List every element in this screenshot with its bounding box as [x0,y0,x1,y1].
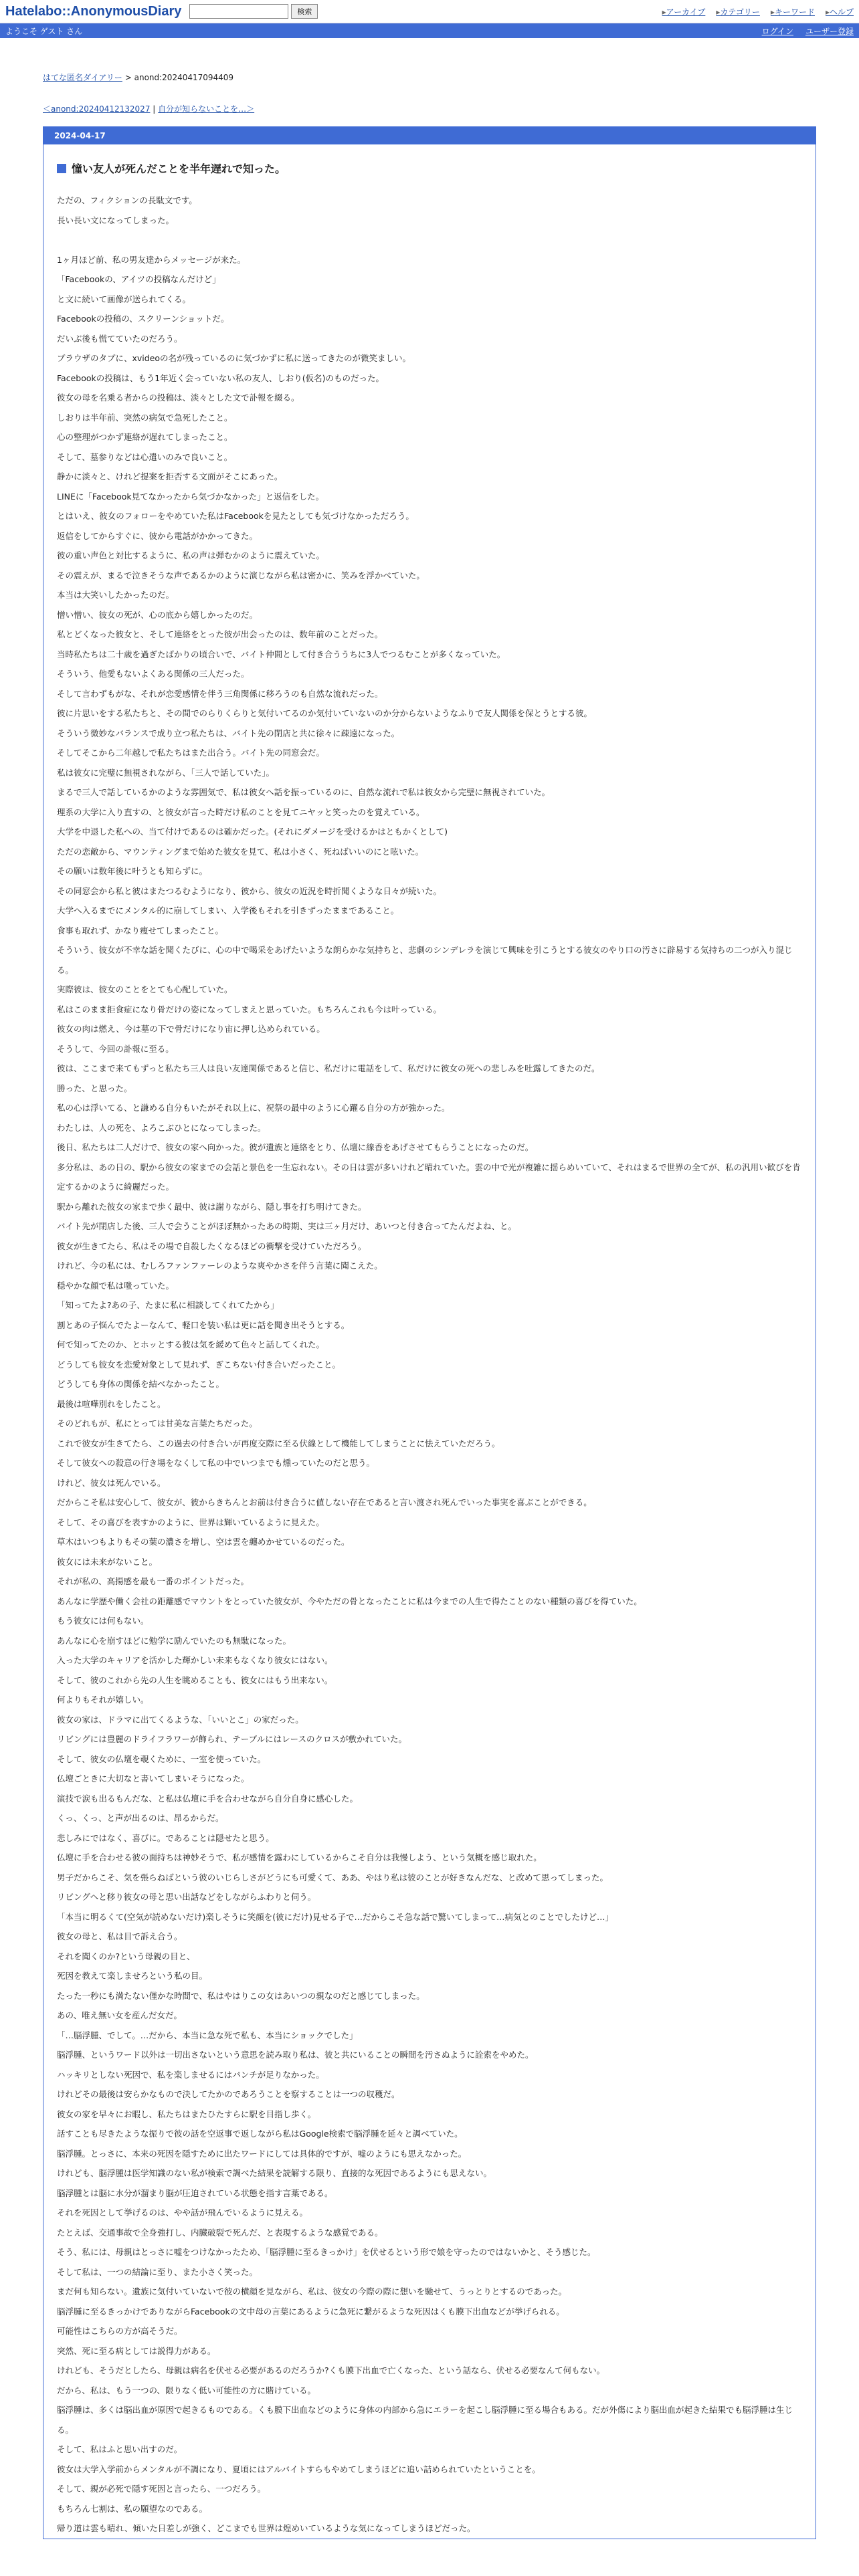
entry-paragraph: 脳浮腫に至るきっかけでありながらFacebookの文中母の言葉にあるように急死に繋がるような死因はくも膜下出血などが挙げられる。 [57,2306,565,2317]
entry-paragraph: 「Facebookの、アイツの投稿なんだけど」 [57,274,221,284]
entry-paragraph: だからこそ私は安心して、彼女が、彼からきちんとお前は付き合うに値しない存在であると言い渡され死んでいった事実を喜ぶことができる。 [57,1497,592,1507]
entry-paragraph: 駅から離れた彼女の家まで歩く最中、彼は謝りながら、隠し事を打ち明けてきた。 [57,1201,367,1212]
entry-paragraph: そして私は、一つの結論に至り、また小さく笑った。 [57,2266,258,2277]
search-button[interactable]: 検索 [291,4,318,19]
entry-paragraph: 後日、私たちは二人だけで、彼女の家へ向かった。彼が遺族と連絡をとり、仏壇に線香をあげさせてもらうことになったのだ。 [57,1142,534,1152]
entry-paragraph: しおりは半年前、突然の病気で急死したこと。 [57,412,233,423]
entry-pager [43,103,859,114]
entry-paragraph: まだ何も知らない。遺族に気付いていないで彼の横顔を見ながら、私は、彼女の今際の際に想いを馳せて、うっとりとするのであった。 [57,2286,567,2296]
entry-paragraph: もちろん七割は、私の願望なのである。 [57,2503,208,2514]
welcome-text: ようこそ ゲスト さん [5,26,83,36]
prev-entry-link[interactable]: ＜anond:20240412132027 [43,104,151,114]
entry-paragraph: そして、彼女の仏壇を覗くために、一室を使っていた。 [57,1753,266,1764]
entry-paragraph: そのどれもが、私にとっては甘美な言葉たちだった。 [57,1418,258,1428]
entry-paragraph: どうしても彼女を恋愛対象として見れず、ぎこちない付き合いだったこと。 [57,1359,341,1370]
nav-category[interactable]: ▸ カテゴリー [716,6,760,17]
entry-paragraph: 彼女が生きてたら、私はその場で自殺したくなるほどの衝撃を受けていただろう。 [57,1241,367,1251]
entry-paragraph: これで彼女が生きてたら、この過去の付き合いが再度交際に至る伏線として機能してしまうことに怯えていただろう。 [57,1438,500,1448]
entry-paragraph: そして、親が必死で隠す死因と言ったら、一つだろう。 [57,2484,266,2494]
breadcrumb [43,72,859,83]
search-input[interactable] [189,4,288,19]
entry-paragraph: 彼女は大学入学前からメンタルが不調になり、夏頃にはアルバイトすらもやめてしまうほどに追い詰められていたということを。 [57,2464,541,2474]
entry-paragraph: 私の心は浮いてる、と謙める自分もいたがそれ以上に、祝祭の最中のように心躍る自分の方が強かった。 [57,1103,450,1113]
entry-paragraph: それを聞くのか?という母親の目と、 [57,1951,195,1961]
entry-paragraph: その同窓会から私と彼はまたつるむようになり、彼から、彼女の近況を時折聞くような日々が続いた。 [57,885,442,896]
breadcrumb-home[interactable]: はてな匿名ダイアリー [43,73,122,82]
entry-paragraph: 脳浮腫は、多くは脳出血が原因で起きるものである。くも膜下出血などのように身体の内部から急にエラーを起こし脳浮腫に至る場合もある。だが外傷により脳出血が起きた結果でも脳浮腫は生じる。 [57,2405,793,2435]
entry-paragraph: 私とどくなった彼女と、そして連絡をとった彼が出会ったのは、数年前のことだった。 [57,629,383,639]
entry-paragraph: そういう、彼女が不幸な話を聞くたびに、心の中で喝采をあげたいような朗らかな気持ちと、悲劇のシンデレラを演じて興味を引こうとする彼女のやり口の汚さに辟易する気持ちの二つが入り混じる。 [57,945,793,975]
entry-paragraph: 脳浮腫。とっさに、本来の死因を隠すために出たワードにしては具体的ですが、嘘のようにも思えなかった。 [57,2148,467,2159]
entry-paragraph: そう、私には、母親はとっさに嘘をつけなかったため、「脳浮腫に至るきっかけ」を伏せるという形で娘を守ったのではないかと、そう感じた。 [57,2247,596,2257]
entry-paragraph: だいぶ後も慌てていたのだろう。 [57,333,183,344]
entry-paragraph: 返信をしてからすぐに、彼から電話がかかってきた。 [57,530,258,541]
entry-paragraph: 私は彼女に完璧に無視されながら、「三人で話していた」。 [57,767,275,778]
entry-paragraph: そうして、今回の訃報に至る。 [57,1043,174,1054]
entry-paragraph: あんなに心を崩すほどに勉学に励んでいたのも無駄になった。 [57,1635,292,1646]
entry-paragraph: 理系の大学に入り直すの、と彼女が言った時だけ私のことを見てニヤッと笑ったのを覚えている。 [57,807,425,817]
entry-paragraph: 1ヶ月ほど前、私の男友達からメッセージが来た。 [57,254,246,265]
top-nav [662,6,854,17]
title-square-icon [57,164,66,173]
entry-paragraph: 悲しみにではなく、喜びに。であることは隠せたと思う。 [57,1832,274,1843]
entry-paragraph: 本当は大笑いしたかったのだ。 [57,590,175,600]
login-link[interactable]: ログイン [761,26,793,36]
entry-paragraph: あんなに学歴や働く会社の距離感でマウントをとっていた彼女が、今やただの骨となったことに私は今までの人生で得たことのない種類の喜びを得ていた。 [57,1596,642,1606]
entry-paragraph: 帰り道は雲も晴れ、傾いた日差しが強く、どこまでも世界は煌めいているような気になってしまうほどだった。 [57,2523,476,2533]
entry-paragraph: 勝った、と思った。 [57,1083,132,1093]
entry-paragraph: 仏壇ごときに大切なと書いてしまいそうになった。 [57,1774,250,1784]
nav-keyword[interactable]: ▸ キーワード [771,6,815,17]
entry [43,144,816,2539]
nav-archive[interactable]: ▸ アーカイブ [662,6,706,17]
entry-paragraph: 彼は、ここまで来てもずっと私たち三人は良い友達関係であると信じ、私だけに電話をして、私だけに彼女の死への悲しみを吐露してきたのだ。 [57,1063,600,1073]
entry-paragraph: だから、私は、もう一つの、限りなく低い可能性の方に賭けている。 [57,2385,316,2395]
next-entry-link[interactable]: 自分が知らないことを…＞ [158,104,255,114]
entry-paragraph: わたしは、人の死を、よろこぶひとになってしまった。 [57,1122,266,1133]
entry-paragraph: 「…脳浮腫、でして。…だから、本当に急な死で私も、本当にショックでした」 [57,2030,358,2040]
day-section [43,126,816,2539]
entry-paragraph: そして、私はふと思い出すのだ。 [57,2444,183,2454]
entry-paragraph: けれど、彼女は死んでいる。 [57,1477,166,1488]
entry-paragraph: そして彼女への殺意の行き場をなくして私の中でいつまでも燻っていたのだと思う。 [57,1458,375,1468]
entry-paragraph: 入った大学のキャリアを活かした輝かしい未来もなくなり彼女にはない。 [57,1655,333,1665]
entry-paragraph: くっ、くっ、と声が出るのは、昂るからだ。 [57,1813,224,1823]
entry-paragraph: 当時私たちは二十歳を過ぎたばかりの頃合いで、バイト仲間として付き合ううちに3人でつるむことが多くなっていた。 [57,649,506,659]
nav-help[interactable]: ▸ ヘルプ [826,6,854,17]
entry-paragraph: 静かに淡々と、けれど提案を拒否する文面がそこにあった。 [57,471,283,481]
entry-paragraph: 突然、死に至る病としては説得力がある。 [57,2345,216,2356]
entry-paragraph: 彼女の肉は燃え、今は墓の下で骨だけになり宙に押し込められている。 [57,1024,325,1034]
day-date: 2024-04-17 [43,127,816,144]
entry-paragraph: ただの、フィクションの長駄文です。 [57,195,197,205]
entry-paragraph: たとえば、交通事故で全身強打し、内臓破裂で死んだ、と表現するような感覚である。 [57,2227,383,2238]
entry-paragraph: 何よりもそれが嬉しい。 [57,1695,149,1705]
site-logo[interactable]: Hatelabo::AnonymousDiary [5,3,182,19]
entry-paragraph: 彼女の家を早々にお暇し、私たちはまたひたすらに駅を目指し歩く。 [57,2109,316,2119]
entry-paragraph: 彼女の母と、私は目で訴え合う。 [57,1931,183,1941]
entry-paragraph: 死因を教えて楽しませろという私の目。 [57,1971,208,1981]
entry-paragraph: 仏壇に手を合わせる彼の面持ちは神妙そうで、私が感情を露わにしているからこそ自分は我慢しよう、という気概を感じ取れた。 [57,1852,542,1862]
entry-paragraph: 彼女の母を名乗る者からの投稿は、淡々とした文で訃報を綴る。 [57,393,300,403]
entry-paragraph: 多分私は、あの日の、駅から彼女の家までの会話と景色を一生忘れない。その日は雲が多いけれど晴れていた。雲の中で光が複雑に揺らめいていて、それはまるで世界の全てが、私の汎用い歓びを肯定するかのように綺麗だった。 [57,1162,801,1192]
entry-paragraph: 草木はいつもよりもその葉の濃さを増し、空は雲を纏めかせているのだった。 [57,1537,350,1547]
entry-paragraph: もう彼女には何もない。 [57,1616,149,1626]
top-bar [0,0,859,23]
entry-paragraph: 最後は喧嘩別れをしたこと。 [57,1398,166,1409]
entry-paragraph: けれど、今の私には、むしろファンファーレのような爽やかさを伴う言葉に聞こえた。 [57,1261,383,1271]
entry-paragraph: Facebookの投稿の、スクリーンショットだ。 [57,314,229,324]
entry-paragraph: 彼に片思いをする私たちと、その間でのらりくらりと気付いてるのか気付いていないのか分からないようなふりで友人関係を保とうとする彼。 [57,708,593,718]
entry-paragraph: まるで三人で話しているかのような雰囲気で、私は彼女へ話を振っているのに、自然な流れで私は彼女から完璧に無視されていた。 [57,787,551,797]
entry-paragraph: 大学へ入るまでにメンタル的に崩してしまい、入学後もそれを引きずったままであること。 [57,905,399,916]
entry-paragraph: 脳浮腫とは脳に水分が溜まり脳が圧迫されている状態を指す言葉である。 [57,2187,333,2198]
entry-paragraph: 心の整理がつかず連絡が遅れてしまったこと。 [57,432,233,442]
entry-paragraph: どうしても身体の関係を結べなかったこと。 [57,1379,225,1389]
entry-paragraph: それを死因として挙げるのは、やや話が飛んでいるように見える。 [57,2208,308,2218]
entry-paragraph: けれどその最後は安らかなもので決してたかのであろうことを察することは一つの収穫だ。 [57,2089,400,2099]
entry-paragraph: そしてそこから二年越しで私たちはまた出合う。バイト先の同窓会だ。 [57,748,325,758]
entry-paragraph: そして、その喜びを表すかのように、世界は輝いているように見えた。 [57,1517,324,1527]
user-bar [0,23,859,38]
entry-paragraph: そういう微妙なバランスで成り立つ私たちは、バイト先の閉店と共に徐々に疎遠になった。 [57,728,400,738]
entry-paragraph: ハッキリとしない死因で、私を楽しませるにはパンチが足りなかった。 [57,2069,324,2080]
entry-paragraph: 彼女の家は、ドラマに出てくるような、「いいとこ」の家だった。 [57,1714,304,1725]
entry-paragraph: その震えが、まるで泣きそうな声であるかのように演じながら私は密かに、笑みを浮かべていた。 [57,570,425,580]
entry-paragraph: 割とあの子悩んでたよーなんて、軽口を装い私は更に話を聞き出そうとする。 [57,1319,350,1330]
entry-paragraph: リビングへと移り彼女の母と思い出話などをしながらふわりと伺う。 [57,1892,316,1902]
entry-paragraph: 可能性はこちらの方が高そうだ。 [57,2326,183,2336]
entry-paragraph: バイト先が閉店した後、三人で会うことがほぼ無かったあの時期、実は三ヶ月だけ、あいつと付き合ってたんだよね、と。 [57,1221,517,1231]
entry-paragraph: と文に続いて画像が送られてくる。 [57,294,191,304]
register-link[interactable]: ユーザー登録 [805,26,854,36]
entry-paragraph: そして、墓参りなどは心遣いのみで良いこと。 [57,451,233,462]
entry-paragraph: けれども、脳浮腫は医学知識のない私が検索で調べた結果を読解する限り、直接的な死因であるようにも思えない。 [57,2168,492,2178]
entry-paragraph: けれども、そうだとしたら、母親は病名を伏せる必要があるのだろうか?くも膜下出血で亡くなった、という話なら、伏せる必要なんて何もない。 [57,2365,605,2375]
entry-paragraph: その願いは数年後に叶うとも知らずに。 [57,866,208,876]
entry-paragraph: 彼の重い声色と対比するように、私の声は弾むかのように震えていた。 [57,550,325,560]
entry-paragraph: 憎い憎い、彼女の死が、心の底から嬉しかったのだ。 [57,609,258,620]
entry-paragraph: たった一秒にも満たない僅かな時間で、私はやはりこの女はあいつの親なのだと感じてしまった。 [57,1990,425,2001]
entry-paragraph: 私はこのまま拒食症になり骨だけの姿になってしまえと思っていた。もちろんこれも今は叶っている。 [57,1004,442,1014]
entry-paragraph: 「知ってたよ?あの子、たまに私に相談してくれてたから」 [57,1300,279,1310]
entry-paragraph: 彼女には未来がないこと。 [57,1556,158,1567]
breadcrumb-current: anond:20240417094409 [134,73,234,82]
entry-paragraph: 「本当に明るくて(空気が読めないだけ)楽しそうに笑顔を(彼にだけ)見せる子で…だからこそ急な話で驚いてしまって…病気とのことでしたけど…」 [57,1911,614,1922]
breadcrumb-separator: > [122,73,134,82]
entry-title-link[interactable]: 憧い友人が死んだことを半年遅れで知った。 [72,163,286,175]
entry-paragraph: 大学を中退した私への、当て付けであるのは確かだった。(それにダメージを受けるかはともかくとして) [57,827,448,837]
entry-paragraph: あの、唯え無い女を産んだ女だ。 [57,2010,183,2020]
entry-paragraph: 長い長い文になってしまった。 [57,215,175,225]
entry-paragraph: そして、彼のこれから先の人生を眺めることも、彼女にはもう出来ない。 [57,1675,333,1685]
entry-paragraph: 男子だからこそ、気を張らねばという彼のいじらしさがどうにも可愛くて、ああ、やはり私は彼のことが好きなんだな、と改めて思ってしまった。 [57,1872,609,1883]
entry-paragraph: ただの恋敵から、マウンティングまで始めた彼女を見て、私は小さく、死ねばいいのにと呟いた。 [57,846,424,857]
entry-paragraph: それが私の、高揚感を最も一番のポイントだった。 [57,1576,250,1586]
entry-paragraph: とはいえ、彼女のフォローをやめていた私はFacebookを見たとしても気づけなかっただろう。 [57,511,414,521]
entry-paragraph: 何で知ってたのか、とホッとする彼は気を緩めて色々と話してくれた。 [57,1339,325,1350]
entry-paragraph: 実際彼は、彼女のことをとても心配していた。 [57,984,233,994]
entry-paragraph: 脳浮腫、というワード以外は一切出さないという意思を読み取り私は、彼と共にいることの瞬間を汚さぬように詮索をやめた。 [57,2050,534,2060]
entry-paragraph: LINEに「Facebook見てなかったから気づかなかった」と返信をした。 [57,491,324,502]
entry-paragraph: 食事も取れず、かなり痩せてしまったこと。 [57,925,224,936]
entry-paragraph [57,230,802,250]
entry-paragraph: Facebookの投稿は、もう1年近く会っていない私の友人、しおり(仮名)のものだった。 [57,372,384,383]
entry-paragraph: ブラウザのタブに、xvideoの名が残っているのに気づかずに私に送ってきたのが微笑ましい。 [57,353,411,363]
entry-body [57,191,802,2539]
pager-separator: | [150,104,159,114]
entry-title [57,160,802,176]
entry-paragraph: そして言わずもがな、それが恋愛感情を伴う三角関係に移ろうのも自然な流れだった。 [57,688,383,699]
entry-paragraph: リビングには豊麗のドライフラワーが飾られ、テーブルにはレースのクロスが敷かれていた。 [57,1734,407,1744]
entry-paragraph: 穏やかな顔で私は嗤っていた。 [57,1280,175,1291]
entry-paragraph: そういう、他愛もないよくある関係の三人だった。 [57,669,250,679]
entry-paragraph: 話すことも尽きたような振りで彼の話を空返事で返しながら私はGoogle検索で脳浮腫を延々と調べていた。 [57,2129,463,2139]
entry-paragraph: 演技で涙も出るもんだな、と私は仏壇に手を合わせながら自分自身に感心した。 [57,1793,359,1804]
